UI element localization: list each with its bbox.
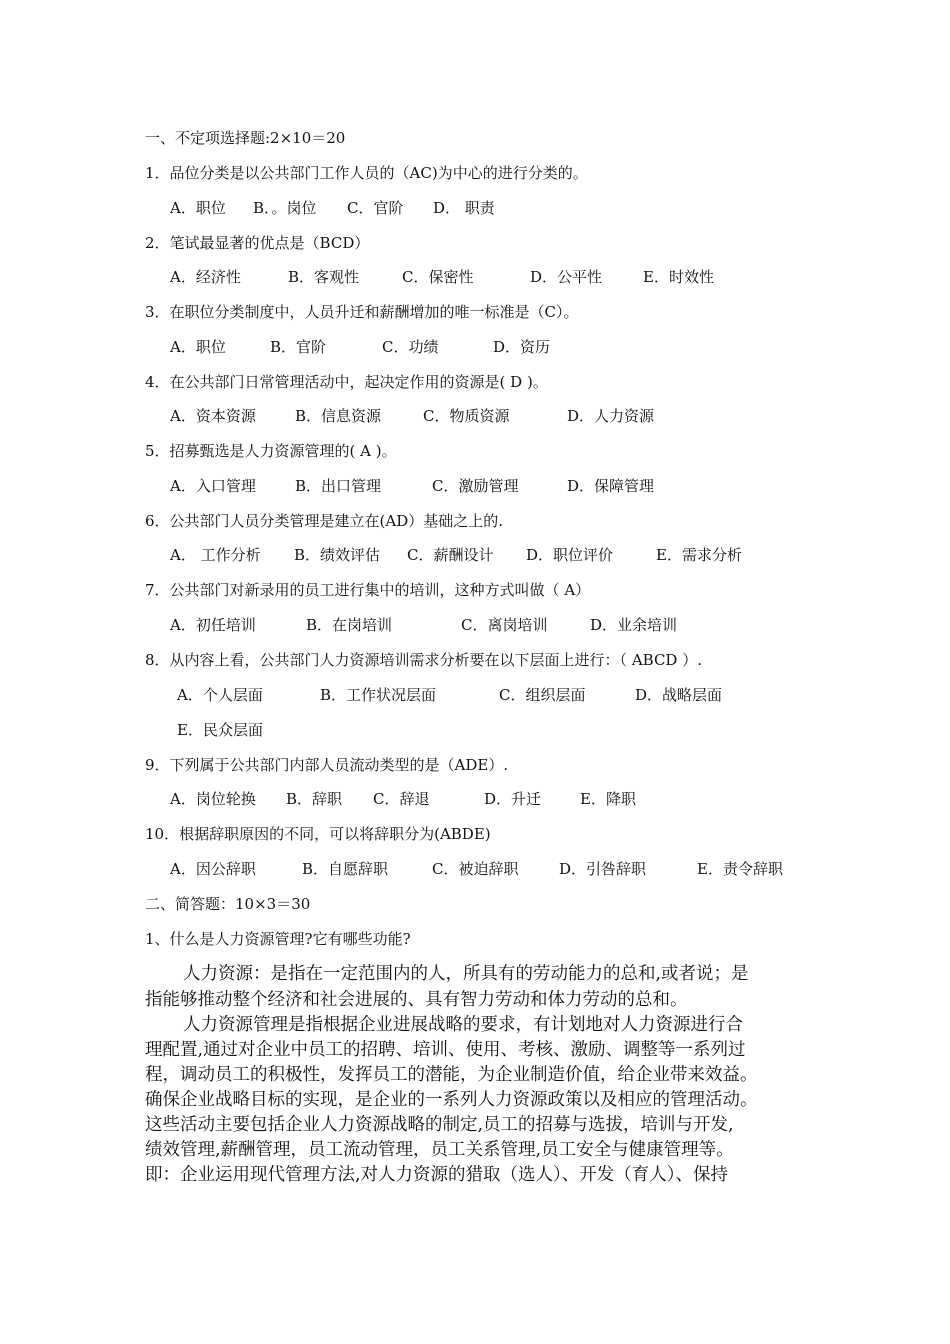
option-b: B．信息资源 [295,407,382,425]
option-a: A．资本资源 [170,407,256,425]
answer-line: 程，调动员工的积极性，发挥员工的潜能，为企业制造价值，给企业带来效益。 [145,1065,758,1085]
option-b: B．官阶 [270,338,327,356]
answer-line: 确保企业战略目标的实现，是企业的一系列人力资源政策以及相应的管理活动。 [145,1090,758,1110]
option-a: A． 工作分析 [170,546,261,564]
option-d: D．战略层面 [635,686,723,704]
option-c: C．薪酬设计 [407,546,494,564]
answer-line: 人力资源管理是指根据企业进展战略的要求，有计划地对人力资源进行合 [183,1015,743,1035]
option-a: A．岗位轮换 [170,790,256,808]
answer-line: 绩效管理,薪酬管理，员工流动管理，员工关系管理,员工安全与健康管理等。 [145,1140,734,1160]
question-6: 6．公共部门人员分类管理是建立在(AD）基础之上的. [145,512,504,530]
option-b: B．出口管理 [295,477,382,495]
question-5: 5．招募甄选是人力资源管理的( A )。 [145,442,397,460]
option-e: E．时效性 [643,268,714,286]
option-c: C．保密性 [402,268,474,286]
option-e: E．责令辞职 [697,860,783,878]
question-1: 1．品位分类是以公共部门工作人员的（AC)为中心的进行分类的。 [145,164,588,182]
option-c: C．离岗培训 [461,616,548,634]
option-b: B．。岗位 [253,199,317,217]
answer-line: 这些活动主要包括企业人力资源战略的制定,员工的招募与选拔，培训与开发, [145,1115,734,1135]
question-4: 4．在公共部门日常管理活动中，起决定作用的资源是( D )。 [145,373,548,391]
option-c: C．辞退 [373,790,430,808]
option-a: A．经济性 [170,268,241,286]
option-c: C．功绩 [382,338,439,356]
option-d: D．升迁 [484,790,542,808]
option-d: D．业余培训 [590,616,678,634]
option-b: B．自愿辞职 [302,860,389,878]
option-d: D．资历 [493,338,551,356]
option-c: C．组织层面 [499,686,586,704]
option-d: D．人力资源 [567,407,655,425]
option-c: C．激励管理 [432,477,519,495]
option-c: C．被迫辞职 [432,860,519,878]
option-d: D．公平性 [530,268,603,286]
option-c: C．物质资源 [423,407,510,425]
question-8: 8．从内容上看，公共部门人力资源培训需求分析要在以下层面上进行：（ ABCD ）. [145,651,702,669]
option-d: D． 职责 [433,199,495,217]
question-9: 9．下列属于公共部门内部人员流动类型的是（ADE）. [145,756,509,774]
answer-line: 即：企业运用现代管理方法,对人力资源的猎取（选人）、开发（育人）、保持 [145,1165,729,1185]
section1-heading: 一、不定项选择题:2×10＝20 [145,129,346,147]
section2-heading: 二、简答题：10×3＝30 [145,895,311,913]
option-a: A．初任培训 [170,616,256,634]
option-b: B．工作状况层面 [320,686,437,704]
question-7: 7．公共部门对新录用的员工进行集中的培训，这种方式叫做（ A） [145,581,591,599]
option-d: D．职位评价 [526,546,614,564]
option-d: D．引咎辞职 [559,860,647,878]
option-b: B．绩效评估 [294,546,381,564]
question-2: 2．笔试最显著的优点是（BCD） [145,234,370,252]
option-c: C．官阶 [347,199,404,217]
option-d: D．保障管理 [567,477,655,495]
option-a: A．入口管理 [170,477,256,495]
answer-line: 指能够推动整个经济和社会进展的、具有智力劳动和体力劳动的总和。 [145,990,688,1010]
option-a: A．个人层面 [177,686,263,704]
option-b: B．在岗培训 [306,616,393,634]
option-e: E．降职 [580,790,636,808]
answer-line: 人力资源：是指在一定范围内的人，所具有的劳动能力的总和,或者说；是 [183,964,749,984]
answer-line: 理配置,通过对企业中员工的招聘、培训、使用、考核、激励、调整等一系列过 [145,1040,746,1060]
option-b: B．辞职 [286,790,343,808]
question-3: 3．在职位分类制度中，人员升迁和薪酬增加的唯一标准是（C）。 [145,303,579,321]
section2-question-1: 1、什么是人力资源管理?它有哪些功能? [145,930,411,948]
option-e: E．需求分析 [656,546,742,564]
option-a: A．职位 [170,199,226,217]
option-e: E．民众层面 [177,721,263,739]
question-10: 10．根据辞职原因的不同，可以将辞职分为(ABDE) [145,825,491,843]
option-b: B．客观性 [288,268,360,286]
option-a: A．职位 [170,338,226,356]
option-a: A．因公辞职 [170,860,256,878]
